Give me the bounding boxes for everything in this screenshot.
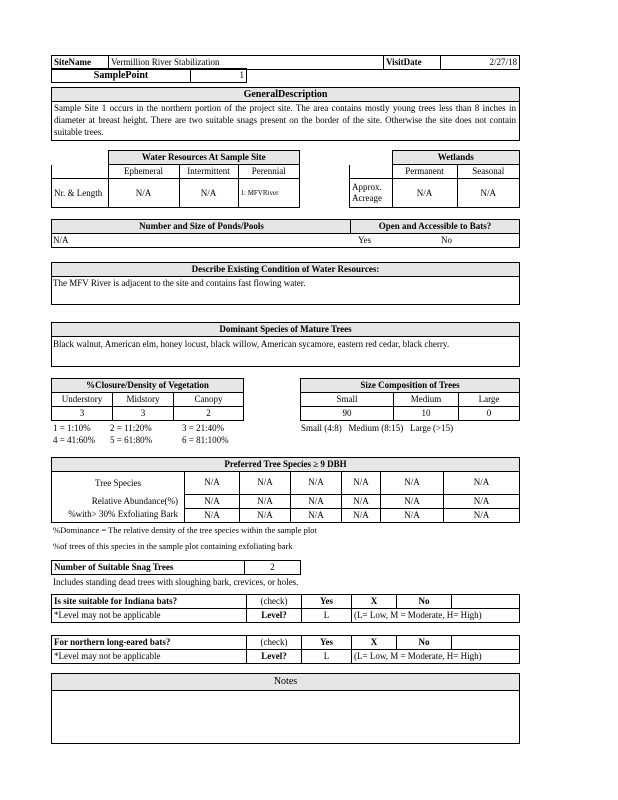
preferred-species-1: N/A	[185, 472, 240, 495]
wetlands-table	[349, 150, 520, 208]
closure-table	[51, 378, 244, 421]
northern-level-note: *Level may not be applicable	[52, 650, 247, 664]
snag-value: 2	[245, 561, 301, 575]
indiana-yes: Yes	[302, 595, 352, 609]
indiana-level-key: (L= Low, M = Moderate, H= High)	[352, 609, 520, 623]
closure-legend-1: 1 = 1:10%	[53, 423, 91, 433]
size-small-value: 90	[301, 407, 394, 421]
preferred-species-3: N/A	[291, 472, 342, 495]
snag-table	[51, 560, 301, 575]
preferred-species-table	[51, 457, 520, 523]
northern-level-key: (L= Low, M = Moderate, H= High)	[352, 650, 520, 664]
closure-legend-4: 4 = 41:60%	[53, 435, 96, 445]
abundance-1: N/A	[185, 494, 240, 508]
visit-date-value: 2/27/18	[441, 56, 520, 70]
abundance-6: N/A	[444, 494, 520, 508]
snag-label: Number of Suitable Snag Trees	[52, 561, 245, 575]
ponds-value: N/A	[53, 235, 69, 245]
water-col-intermittent: Intermittent	[179, 165, 238, 179]
indiana-no: No	[397, 595, 452, 609]
snag-note: Includes standing dead trees with sloughing bark, crevices, or holes.	[53, 577, 299, 587]
indiana-level-value[interactable]: L	[302, 609, 352, 623]
bark-4: N/A	[342, 508, 381, 522]
preferred-species-4: N/A	[342, 472, 381, 495]
water-col-perennial: Perennial	[238, 165, 300, 179]
wetlands-row-label	[350, 179, 393, 208]
abundance-5: N/A	[381, 494, 444, 508]
northern-x[interactable]: X	[352, 636, 397, 650]
closure-legend-2: 2 = 11:20%	[110, 423, 152, 433]
sample-point-table	[51, 68, 247, 83]
size-col-large: Large	[459, 393, 520, 407]
preferred-note-exfoliating: %of trees of this species in the sample plot containing exfoliating bark	[53, 541, 293, 551]
closure-legend-5: 5 = 61:80%	[110, 435, 153, 445]
existing-condition-title: Describe Existing Condition of Water Resources:	[51, 262, 520, 277]
ponds-title: Number and Size of Ponds/Pools	[51, 219, 352, 234]
water-resources-table	[51, 150, 300, 208]
water-ephemeral-value: N/A	[108, 179, 179, 208]
northern-no: No	[397, 636, 452, 650]
general-description-title: GeneralDescription	[51, 87, 520, 102]
preferred-species-2: N/A	[240, 472, 291, 495]
abundance-3: N/A	[291, 494, 342, 508]
preferred-row-label-species: Tree Species	[52, 472, 185, 495]
northern-check-label: (check)	[247, 636, 302, 650]
indiana-check-label: (check)	[247, 595, 302, 609]
preferred-species-6: N/A	[444, 472, 520, 495]
bat-access-no: No	[441, 235, 452, 245]
closure-col-canopy: Canopy	[174, 393, 244, 407]
closure-understory-value: 3	[52, 407, 113, 421]
preferred-row-label-bark: %with> 30% Exfoliating Bark	[52, 508, 185, 522]
preferred-note-dominance: %Dominance = The relative density of the tree species within the sample plot	[53, 525, 317, 535]
existing-condition-box	[51, 276, 520, 305]
site-name-value: Vermillion River Stabilization	[109, 56, 384, 70]
general-description-text: Sample Site 1 occurs in the northern portion of the project site. The area contains mostly young trees less than 8 inches in diameter at breast height. There are two suitable snags present on the border of the site. Otherwise the site does not contain suitable trees.	[54, 103, 516, 137]
closure-legend-6: 6 = 81:100%	[182, 435, 229, 445]
size-medium-value: 10	[394, 407, 459, 421]
visit-date-label: VisitDate	[384, 56, 441, 70]
notes-box[interactable]	[51, 673, 520, 744]
size-legend: Small (4:8) Medium (8:15) Large (>15)	[301, 423, 454, 433]
dominant-species-text: Black walnut, American elm, honey locust, black willow, American sycamore, eastern red cedar, black cherry.	[53, 339, 450, 349]
wetlands-title: Wetlands	[392, 151, 520, 165]
northern-level-value[interactable]: L	[302, 650, 352, 664]
wetlands-row-label-line1: Approx.	[352, 182, 382, 192]
water-row-label: Nr. & Length	[52, 179, 109, 208]
closure-canopy-value: 2	[174, 407, 244, 421]
indiana-level-label: Level?	[247, 609, 302, 623]
northern-yes: Yes	[302, 636, 352, 650]
bat-access-title: Open and Accessible to Bats?	[350, 219, 520, 234]
indiana-empty	[452, 595, 520, 609]
dominant-species-title: Dominant Species of Mature Trees	[51, 322, 520, 337]
northern-level-label: Level?	[247, 650, 302, 664]
wetlands-row-label-line2: Acreage	[352, 193, 382, 203]
abundance-4: N/A	[342, 494, 381, 508]
closure-col-understory: Understory	[52, 393, 113, 407]
indiana-level-note: *Level may not be applicable	[52, 609, 247, 623]
wetlands-col-seasonal: Seasonal	[457, 165, 520, 179]
abundance-2: N/A	[240, 494, 291, 508]
closure-title: %Closure/Density of Vegetation	[52, 379, 244, 393]
indiana-x[interactable]: X	[352, 595, 397, 609]
northern-empty	[452, 636, 520, 650]
existing-condition-text: The MFV River is adjacent to the site and contains fast flowing water.	[53, 278, 306, 288]
water-col-ephemeral: Ephemeral	[108, 165, 179, 179]
sample-point-label: SamplePoint	[52, 69, 191, 83]
preferred-row-label-abundance: Relative Abundance(%)	[52, 494, 185, 508]
indiana-bat-table	[51, 594, 520, 623]
dominant-species-box	[51, 336, 520, 367]
bark-6: N/A	[444, 508, 520, 522]
closure-legend-3: 3 = 21:40%	[182, 423, 225, 433]
bat-access-yes: Yes	[358, 235, 372, 245]
notes-title: Notes	[52, 674, 519, 691]
indiana-question: Is site suitable for Indiana bats?	[52, 595, 247, 609]
wetlands-seasonal-value: N/A	[457, 179, 520, 208]
ponds-row	[51, 233, 520, 248]
bark-2: N/A	[240, 508, 291, 522]
bark-3: N/A	[291, 508, 342, 522]
closure-midstory-value: 3	[113, 407, 174, 421]
sample-point-value: 1	[191, 69, 247, 83]
site-name-label: SiteName	[52, 56, 109, 70]
water-perennial-value: 1: MFVRiver	[238, 179, 300, 208]
bark-5: N/A	[381, 508, 444, 522]
northern-bat-table	[51, 635, 520, 664]
size-large-value: 0	[459, 407, 520, 421]
size-col-small: Small	[301, 393, 394, 407]
wetlands-col-permanent: Permanent	[392, 165, 457, 179]
size-composition-title: Size Composition of Trees	[301, 379, 520, 393]
water-intermittent-value: N/A	[179, 179, 238, 208]
size-col-medium: Medium	[394, 393, 459, 407]
general-description-box	[51, 101, 520, 141]
bark-1: N/A	[185, 508, 240, 522]
water-resources-title: Water Resources At Sample Site	[108, 151, 300, 165]
northern-question: For northern long-eared bats?	[52, 636, 247, 650]
size-composition-table	[300, 378, 520, 421]
preferred-species-title: Preferred Tree Species ≥ 9 DBH	[52, 458, 520, 472]
closure-col-midstory: Midstory	[113, 393, 174, 407]
preferred-species-5: N/A	[381, 472, 444, 495]
wetlands-permanent-value: N/A	[392, 179, 457, 208]
